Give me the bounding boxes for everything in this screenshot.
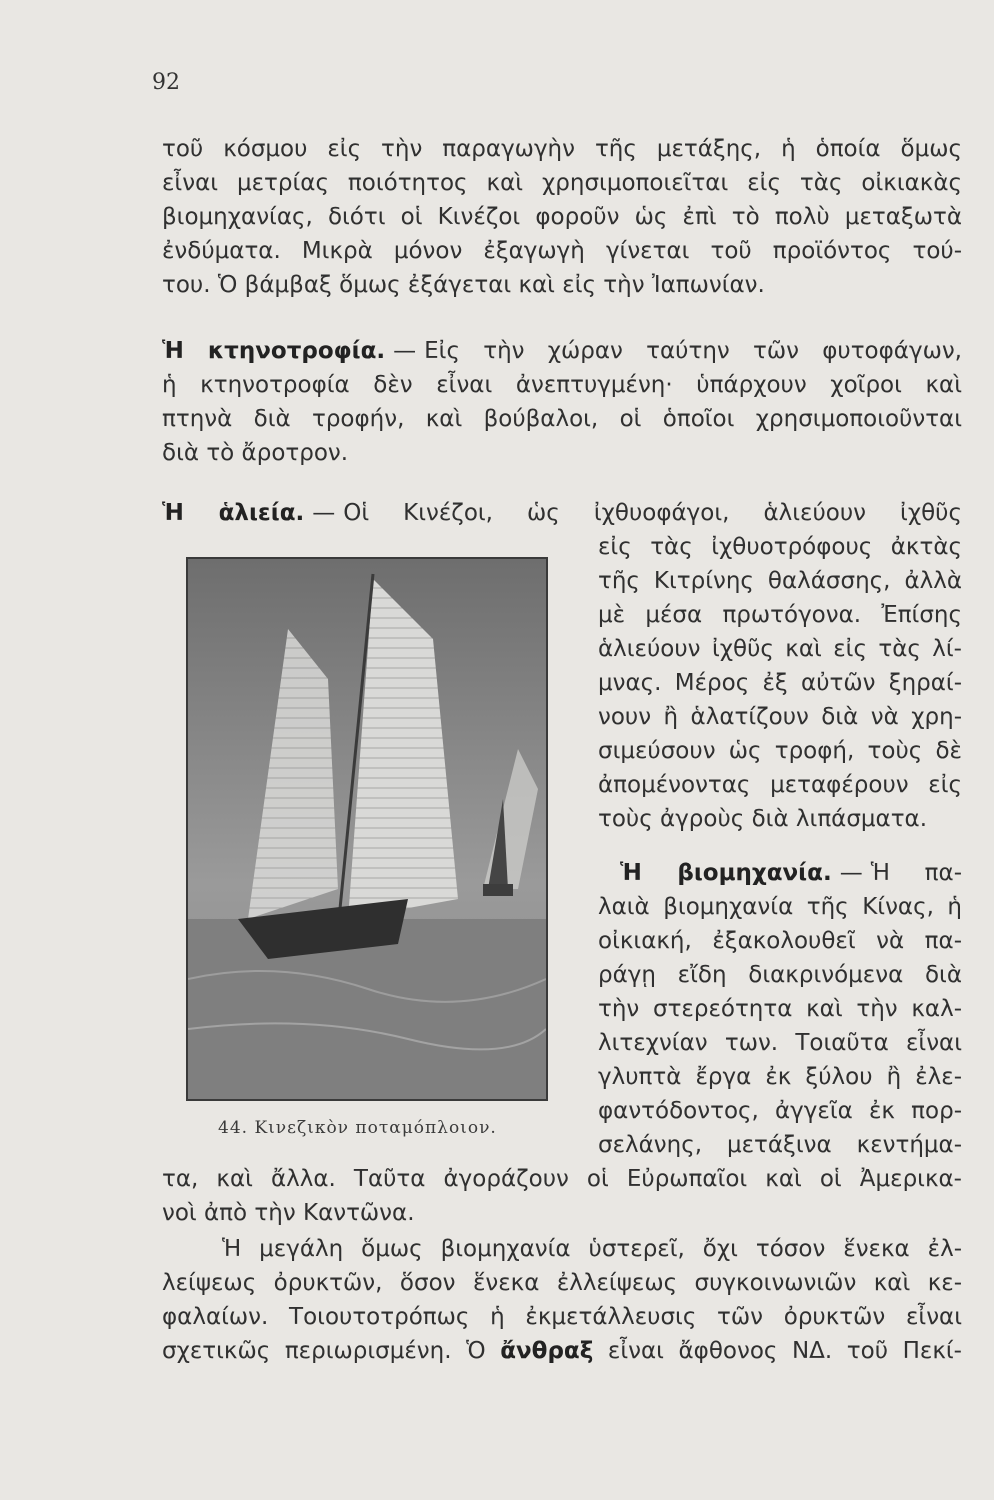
industry-line: γλυπτὰ ἔργα ἐκ ξύλου ἢ ἐλε- <box>598 1064 962 1090</box>
fishing-text: Οἱ Κινέζοι, ὡς ἰχθυοφάγοι, ἁλιεύουν ἰχθῦς <box>343 500 962 526</box>
industry-heading: Ἡ βιομηχανία. <box>620 860 832 886</box>
figure-caption: 44. Κινεζικὸν ποταμόπλοιον. <box>218 1118 497 1138</box>
fishing-line: τῆς Κιτρίνης θαλάσσης, ἀλλὰ <box>598 568 962 594</box>
paragraph1-line: ἐνδύματα. Μικρὰ μόνον ἐξαγωγὴ γίνεται τοῦ προϊόντος τού- <box>162 238 962 264</box>
fishing-first-line: Ἡ ἁλιεία. — Οἱ Κινέζοι, ὡς ἰχθυοφάγοι, ἁλιεύουν ἰχθῦς <box>162 500 962 526</box>
industry-line: τὴν στερεότητα καὶ τὴν καλ- <box>598 996 962 1022</box>
fishing-line: μνας. Μέρος ἐξ αὐτῶν ξηραί- <box>598 670 962 696</box>
industry-line: σελάνης, μετάξινα κεντήμα- <box>598 1132 962 1158</box>
fishing-line: νουν ἢ ἁλατίζουν διὰ νὰ χρη- <box>598 704 962 730</box>
fishing-line: σιμεύσουν ὡς τροφή, τοὺς δὲ <box>598 738 962 764</box>
last-paragraph-line: λείψεως ὀρυκτῶν, ὅσον ἕνεκα ἐλλείψεως συγκοινωνιῶν καὶ κε- <box>162 1270 962 1296</box>
fishing-heading: Ἡ ἁλιεία. <box>162 500 305 526</box>
paragraph1-line: τοῦ κόσμου εἰς τὴν παραγωγὴν τῆς μετάξης, ἡ ὁποία ὅμως <box>162 136 962 162</box>
industry-first-line: Ἡ βιομηχανία. — Ἡ πα- <box>620 860 962 886</box>
livestock-line: διὰ τὸ ἄροτρον. <box>162 440 349 466</box>
industry-line: φαντόδοντος, ἀγγεῖα ἐκ πορ- <box>598 1098 962 1124</box>
sailboat-illustration <box>188 559 546 1099</box>
industry-line: τα, καὶ ἄλλα. Ταῦτα ἀγοράζουν οἱ Εὐρωπαῖοι καὶ οἱ Ἀμερικα- <box>162 1166 962 1192</box>
last-paragraph-line: φαλαίων. Τοιουτοτρόπως ἡ ἐκμετάλλευσις τῶν ὀρυκτῶν εἶναι <box>162 1304 962 1330</box>
fishing-line: ἁλιεύουν ἰχθῦς καὶ εἰς τὰς λί- <box>598 636 962 662</box>
industry-line: λιτεχνίαν των. Τοιαῦτα εἶναι <box>598 1030 962 1056</box>
last-paragraph-final-line <box>162 1334 962 1368</box>
industry-line: οἰκιακή, ἐξακολουθεῖ νὰ πα- <box>598 928 962 954</box>
paragraph1-line: βιομηχανίας, διότι οἱ Κινέζοι φοροῦν ὡς ἐπὶ τὸ πολὺ μεταξωτὰ <box>162 204 962 230</box>
figure-photo-riverboat <box>186 557 548 1101</box>
paragraph1-line: εἶναι μετρίας ποιότητος καὶ χρησιμοποιεῖται εἰς τὰς οἰκιακὰς <box>162 170 962 196</box>
fishing-line: ἀπομένοντας μεταφέρουν εἰς <box>598 772 962 798</box>
industry-line: νοὶ ἀπὸ τὴν Καντῶνα. <box>162 1200 415 1226</box>
livestock-heading: Ἡ κτηνοτροφία. <box>162 338 386 364</box>
fishing-line: μὲ μέσα πρωτόγονα. Ἐπίσης <box>598 602 962 628</box>
industry-line: λαιὰ βιομηχανία τῆς Κίνας, ἡ <box>598 894 962 920</box>
livestock-line: ἡ κτηνοτροφία δὲν εἶναι ἀνεπτυγμένη· ὑπάρχουν χοῖροι καὶ <box>162 372 962 398</box>
last-line-text: εἶναι ἄφθονος ΝΔ. τοῦ Πεκί- <box>593 1338 962 1364</box>
bold-word: ἄνθραξ <box>500 1338 594 1364</box>
fishing-line: τοὺς ἀγροὺς διὰ λιπάσματα. <box>598 806 928 832</box>
livestock-line: πτηνὰ διὰ τροφήν, καὶ βούβαλοι, οἱ ὁποῖοι χρησιμοποιοῦνται <box>162 406 962 432</box>
last-paragraph-line: Ἡ μεγάλη ὅμως βιομηχανία ὑστερεῖ, ὄχι τόσον ἕνεκα ἐλ- <box>222 1236 962 1262</box>
fishing-line: εἰς τὰς ἰχθυοτρόφους ἀκτὰς <box>598 534 962 560</box>
livestock-first-line: Ἡ κτηνοτροφία. — Εἰς τὴν χώραν ταύτην τῶν φυτοφάγων, <box>162 338 962 364</box>
last-line-text: σχετικῶς περιωρισμένη. Ὁ <box>162 1338 501 1364</box>
industry-line: ράγῃ εἴδη διακρινόμενα διὰ <box>598 962 962 988</box>
industry-text: Ἡ πα- <box>870 860 962 886</box>
livestock-text: Εἰς τὴν χώραν ταύτην τῶν φυτοφάγων, <box>424 338 962 364</box>
paragraph1-line: του. Ὁ βάμβαξ ὅμως ἐξάγεται καὶ εἰς τὴν Ἰαπωνίαν. <box>162 272 765 298</box>
page-number: 92 <box>152 70 180 95</box>
